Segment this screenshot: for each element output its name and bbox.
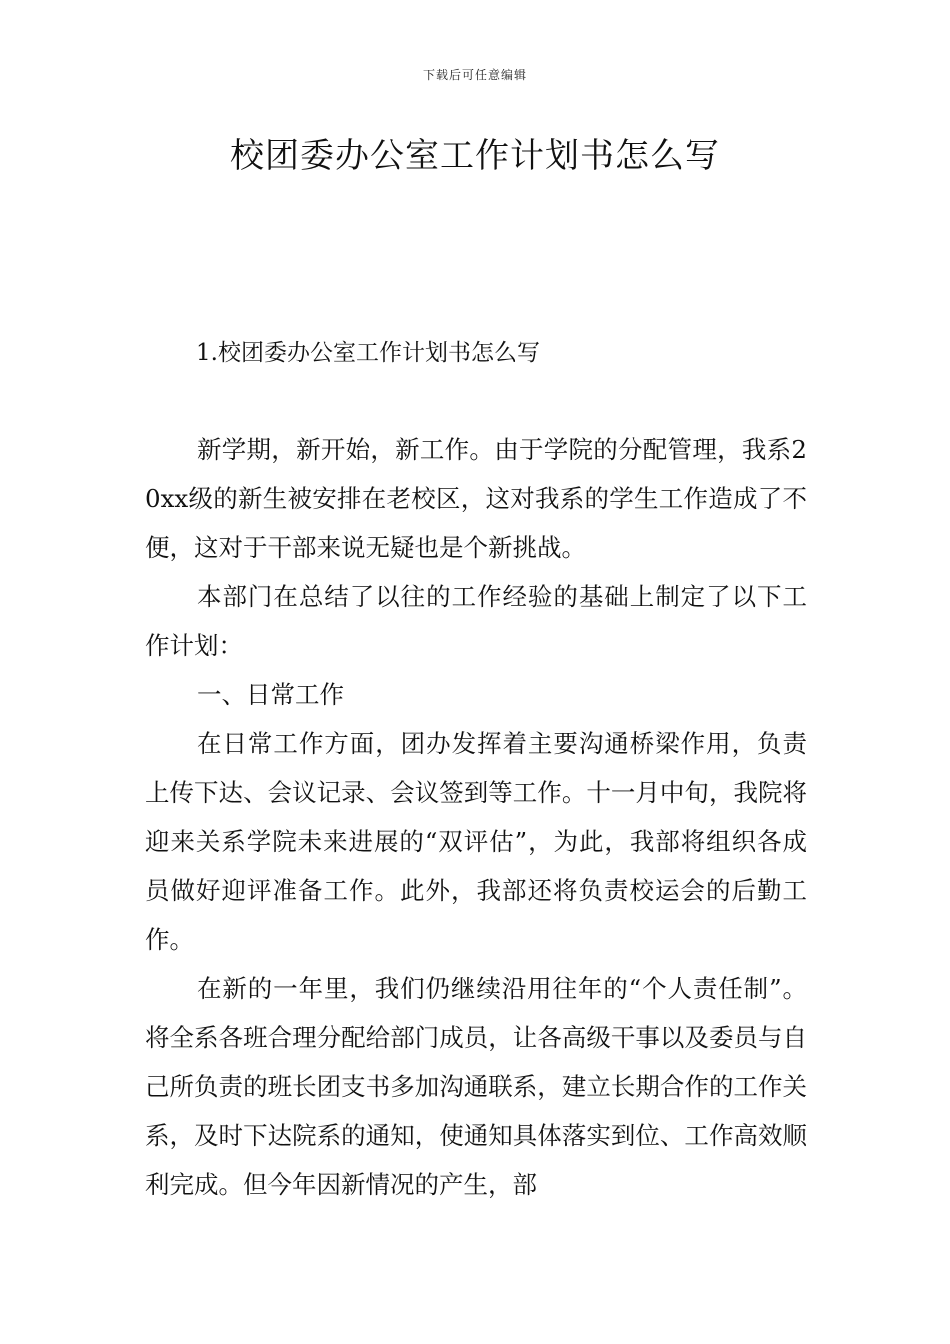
header-note: 下载后可任意编辑 bbox=[422, 68, 527, 82]
paragraph: 在日常工作方面，团办发挥着主要沟通桥梁作用，负责上传下达、会议记录、会议签到等工作。十一月中旬，我院将迎来关系学院未来进展的“双评估”，为此，我部将组织各成员做好迎评准备工作。此外，我部还将负责校运会的后勤工作。 bbox=[145, 729, 807, 954]
paragraph: 新学期，新开始，新工作。由于学院的分配管理，我系20xx级的新生被安排在老校区，这对我系的学生工作造成了不便，这对于干部来说无疑也是个新挑战。 bbox=[145, 435, 807, 562]
section-heading: 1.校团委办公室工作计划书怎么写 bbox=[196, 340, 540, 366]
document-body bbox=[145, 425, 807, 1209]
paragraph: 本部门在总结了以往的工作经验的基础上制定了以下工作计划： bbox=[145, 582, 807, 660]
document-title: 校团委办公室工作计划书怎么写 bbox=[230, 136, 720, 176]
subsection-heading: 一、日常工作 bbox=[197, 680, 344, 709]
paragraph: 在新的一年里，我们仍继续沿用往年的“个人责任制”。将全系各班合理分配给部门成员，让各高级干事以及委员与自己所负责的班长团支书多加沟通联系，建立长期合作的工作关系，及时下达院系的通知，使通知具体落实到位、工作高效顺利完成。但今年因新情况的产生，部 bbox=[145, 974, 807, 1199]
